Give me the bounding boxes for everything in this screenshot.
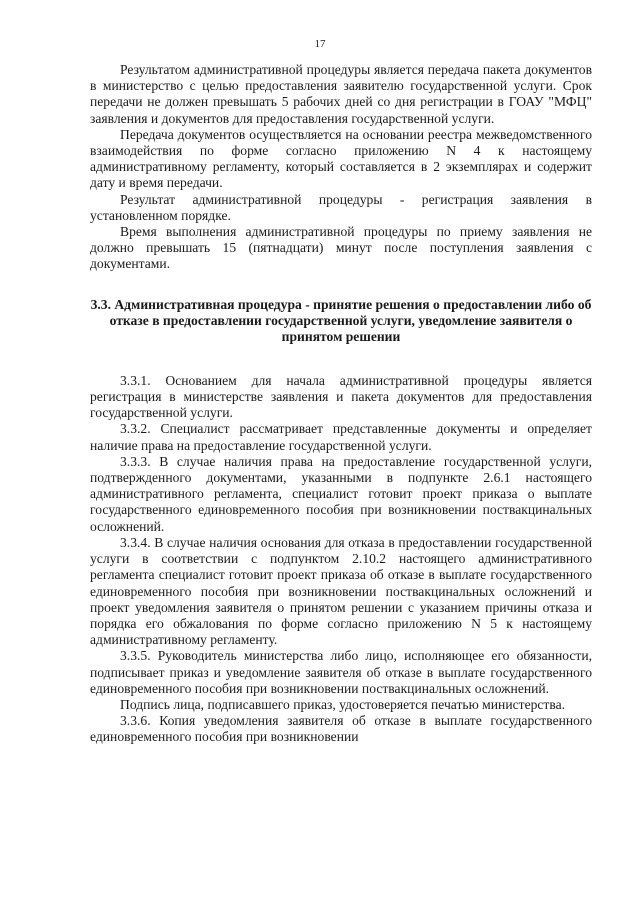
paragraph-3-3-6: 3.3.6. Копия уведомления заявителя об отказе в выплате государственного единовременного пособия при возникновении (90, 713, 592, 745)
paragraph-3-3-5: 3.3.5. Руководитель министерства либо лицо, исполняющее его обязанности, подписывает приказ и уведомление заявителя об отказе в выплате государственного единовременного пособия при возникновении поствакцинальных осложнений. (90, 648, 592, 696)
paragraph-3-3-3: 3.3.3. В случае наличия права на предоставление государственной услуги, подтвержденного документами, указанными в подпункте 2.6.1 настоящего административного регламента, специалист готовит проект приказа о выплате государственного единовременного пособия при возникновении поствакцинальных осложнений. (90, 453, 592, 534)
section-heading-3-3: 3.3. Административная процедура - принятие решения о предоставлении либо об отказе в предоставлении государственной услуги, уведомление заявителя о принятом решении (90, 296, 592, 345)
page-body (90, 62, 592, 746)
paragraph-signature-seal: Подпись лица, подписавшего приказ, удостоверяется печатью министерства. (120, 696, 566, 712)
paragraph-transfer-registry: Передача документов осуществляется на основании реестра межведомственного взаимодействия по форме согласно приложению N 4 к настоящему административному регламенту, который составляется в 2 экземплярах и содержит дату и время передачи. (90, 126, 592, 191)
paragraph-3-3-1: 3.3.1. Основанием для начала административной процедуры является регистрация в министерстве заявления и пакета документов для предоставления государственной услуги. (90, 372, 592, 421)
paragraph-3-3-2: 3.3.2. Специалист рассматривает представленные документы и определяет наличие права на предоставление государственной услуги. (90, 421, 592, 453)
paragraph-3-3-4: 3.3.4. В случае наличия основания для отказа в предоставлении государственной услуги в соответствии с подпунктом 2.10.2 настоящего административного регламента специалист готовит проект приказа об отказе в выплате государственного единовременного пособия при возникновении поствакцинальных осложнений и проект уведомления заявителя о принятом решении с указанием причины отказа и порядка его обжалования по форме согласно приложению N 5 к настоящему административному регламенту. (90, 534, 592, 648)
paragraph-procedure-time: Время выполнения административной процедуры по приему заявления не должно превышать 15 (пятнадцати) минут после поступления заявления с документами. (90, 224, 592, 272)
page-number: 17 (314, 38, 326, 50)
paragraph-transfer-result: Результатом административной процедуры является передача пакета документов в министерство с целью предоставления заявителю государственной услуги. Срок передачи не должен превышать 5 рабочих дней со дня регистрации в ГОАУ "МФЦ" заявления и документов для предоставления государственной услуги. (90, 62, 592, 126)
paragraph-procedure-result: Результат административной процедуры - регистрация заявления в установленном порядке. (90, 191, 592, 223)
